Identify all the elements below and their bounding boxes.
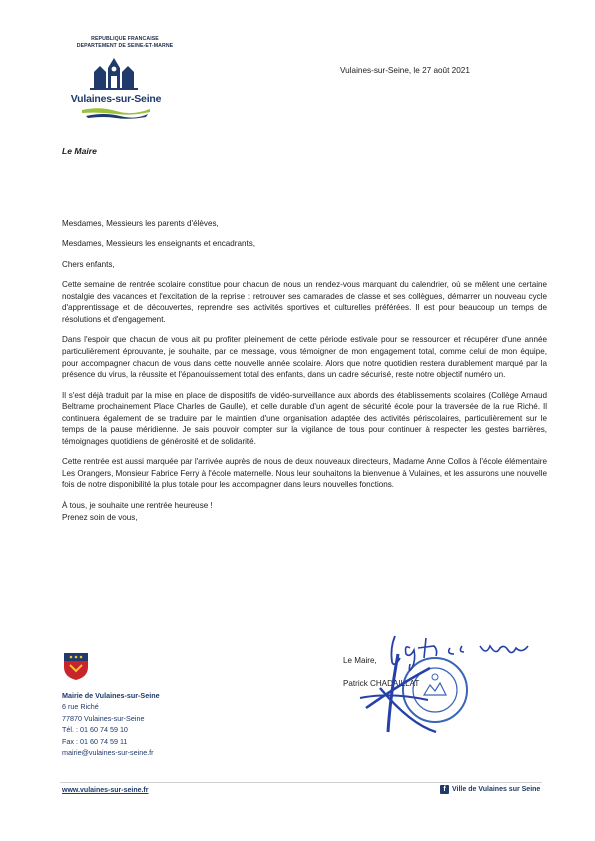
paragraph-4: Cette rentrée est aussi marquée par l'arrivée auprès de nous de deux nouveaux directeurs, Madame Anne Collos à l'école élémentaire Les Orangers, Monsieur Fabrice Ferry à l'école maternelle. Nous leur souhaitons la bienvenue à Vulaines, et les assurons une nouvelle fois de notre disponibilité la plus totale pour les accompagner dans leurs nouvelles fonctions. — [62, 457, 547, 490]
mairie-city: 77870 Vulaines-sur-Seine — [62, 713, 145, 723]
facebook-link[interactable] — [440, 785, 540, 794]
handwritten-signature — [350, 628, 560, 738]
department-label: DEPARTEMENT DE SEINE-ET-MARNE — [76, 43, 174, 49]
salutation-teachers: Mesdames, Messieurs les enseignants et encadrants, — [62, 239, 255, 249]
mairie-fax: Fax : 01 60 74 59 11 — [62, 736, 128, 746]
date-line: Vulaines-sur-Seine, le 27 août 2021 — [340, 66, 470, 75]
mairie-address: 6 rue Riché — [62, 702, 99, 712]
closing-care: Prenez soin de vous, — [62, 513, 138, 523]
salutation-children: Chers enfants, — [62, 259, 115, 269]
paragraph-3: Il s'est déjà traduit par la mise en place de dispositifs de vidéo-surveillance aux abords des établissements scolaires (Collège Arnaud Beltrame prochainement Place Charles de Gaulle), et celle durable d'un agent de sécurité école pour la traversée de la rue Riché. Il continuera également de se traduire par le maintien d'une organisation adaptée des activités périscolaires, particulièrement sur le temps de la pause méridienne. Je sais pouvoir compter sur la vigilance de tous pour continuer à respecter les gestes barrières, témoignages quotidiens de générosité et de solidarité. — [62, 390, 547, 446]
letter-body — [62, 218, 547, 525]
sender-title: Le Maire — [62, 146, 97, 156]
website-link[interactable]: www.vulaines-sur-seine.fr — [62, 787, 149, 794]
header-admin — [60, 36, 190, 50]
facebook-label: Ville de Vulaines sur Seine — [452, 786, 541, 793]
paragraph-2: Dans l'espoir que chacun de vous ait pu profiter pleinement de cette période estivale pour se ressourcer et récupérer d'une année particulièrement éprouvante, je souhaite, par ce message, vous témoigner de mon engagement total, comme celui de mon équipe, pour accompagner chacun de vous dans cette nouvelle année scolaire. Alors que notre quotidien restera durablement marqué par la présence du virus, la réussite et l'épanouissement total des enfants, dans un cadre sécurisé, reste notre objectif numéro un. — [62, 335, 547, 380]
town-name: Vulaines-sur-Seine — [70, 93, 162, 105]
mairie-tel: Tél. : 01 60 74 59 10 — [62, 725, 128, 735]
signatory-name: Patrick CHADAILLAT — [343, 679, 420, 688]
mairie-name: Mairie de Vulaines-sur-Seine — [62, 691, 160, 700]
paragraph-1: Cette semaine de rentrée scolaire constitue pour chacun de nous un rendez-vous marquant du calendrier, où se mêlent une certaine nostalgie des vacances et l'excitation de la reprise : retrouver ses camarades de classe et ses collègues, démarrer un nouveau cycle d'apprentissage et de découvertes, reprendre ses activités sportives et culturelles préférées. Il est pour beaucoup un temps de résolutions et d'engagement. — [62, 280, 547, 324]
mairie-contact — [62, 690, 160, 758]
waves-icon — [80, 106, 152, 120]
signature-label: Le Maire, — [343, 656, 377, 665]
republic-label: REPUBLIQUE FRANCAISE — [91, 36, 159, 42]
town-logo-icon — [84, 54, 144, 94]
coat-of-arms-icon — [62, 651, 90, 681]
closing-wish: À tous, je souhaite une rentrée heureuse ! — [62, 500, 213, 510]
salutation-parents: Mesdames, Messieurs les parents d'élèves, — [62, 219, 219, 228]
facebook-icon: f — [440, 785, 449, 794]
footer-divider — [60, 782, 542, 783]
mairie-email[interactable]: mairie@vulaines-sur-seine.fr — [62, 748, 154, 758]
